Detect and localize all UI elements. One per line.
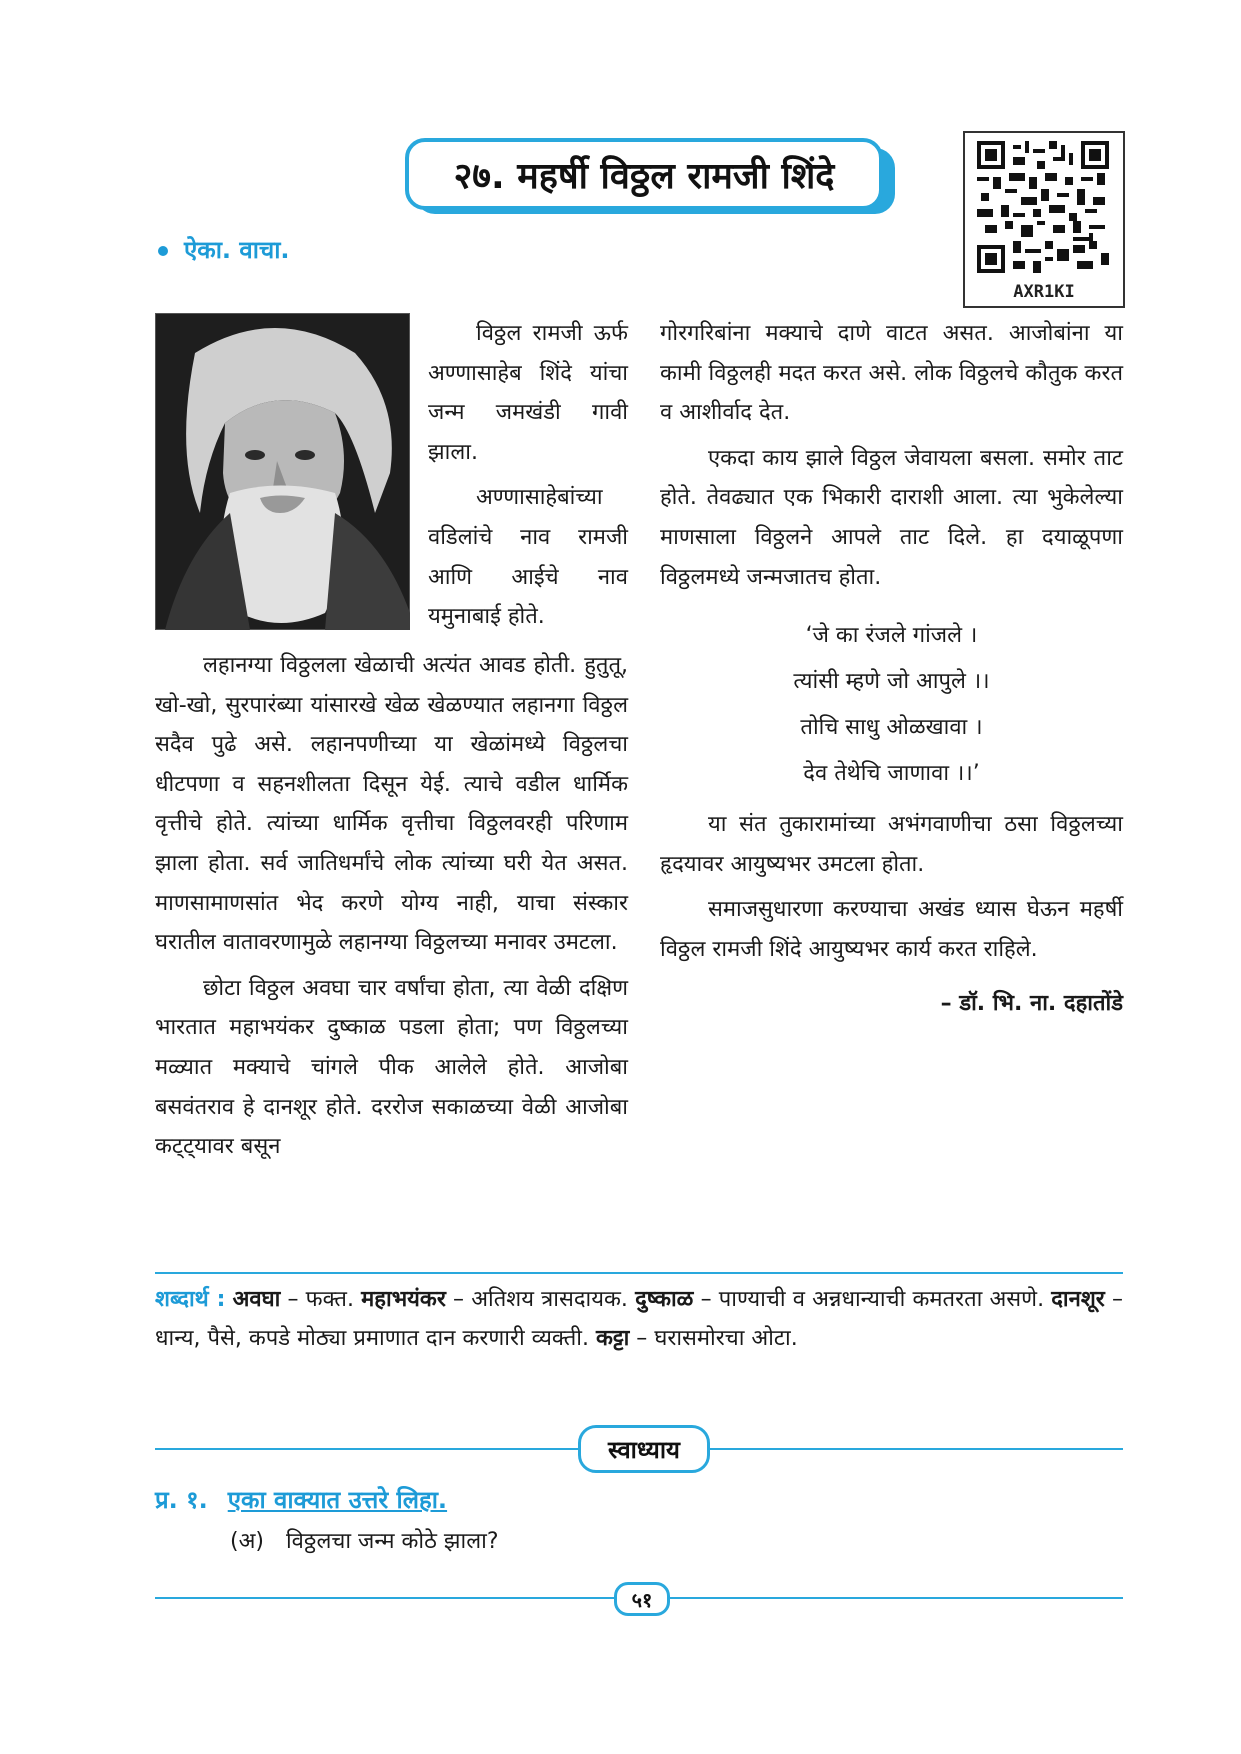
glossary-meaning: पाण्याची व अन्नधान्याची कमतरता असणे. [718, 1287, 1045, 1312]
paragraph: गोरगरिबांना मक्याचे दाणे वाटत असत. आजोबांना या कामी विठ्ठलही मदत करत असे. लोक विठ्ठलचे कौतुक करत व आशीर्वाद देत. [660, 321, 1123, 426]
qr-code[interactable] [963, 131, 1125, 308]
instruction-text: ऐका. वाचा. [184, 236, 290, 264]
listen-read-instruction [158, 233, 290, 266]
paragraph: अण्णासाहेबांच्या वडिलांचे नाव रामजी आणि आईचे नाव यमुनाबाई होते. [428, 485, 628, 630]
glossary-word: महाभयंकर [361, 1287, 446, 1312]
glossary-meaning: धान्य, पैसे, कपडे मोठ्या प्रमाणात दान करणारी व्यक्ती. [155, 1326, 589, 1351]
glossary-word: दुष्काळ [635, 1287, 694, 1312]
glossary-word: कट्टा [595, 1326, 630, 1351]
question-1 [155, 1483, 447, 1516]
poem-line: त्यांसी म्हणे जो आपुले ।। [793, 669, 990, 695]
glossary-word: दानशूर [1051, 1287, 1105, 1312]
question-text: एका वाक्यात उत्तरे लिहा. [227, 1486, 448, 1514]
bullet-icon [158, 246, 168, 256]
paragraph: या संत तुकारामांच्या अभंगवाणीचा ठसा विठ्ठलच्या हृदयावर आयुष्यभर उमटला होता. [660, 812, 1123, 877]
chapter-title-box [405, 138, 895, 214]
poem-line: तोचि साधु ओळखावा । [800, 715, 983, 741]
paragraph: लहानग्या विठ्ठलला खेळाची अत्यंत आवड होती. हुतुतू, खो-खो, सुरपारंब्या यांसारखे खेळ खेळण्यात लहानगा विठ्ठल सदैव पुढे असे. लहानपणीच्या या खेळांमध्ये विठ्ठलचा धीटपणा व सहनशीलता दिसून येई. त्याचे वडील धार्मिक वृत्तीचे होते. त्यांच्या धार्मिक वृत्तीचा विठ्ठलवरही परिणाम झाला होता. सर्व जातिधर्मांचे लोक त्यांच्या घरी येत असत. माणसामाणसांत भेद करणे योग्य नाही, याचा संस्कार घरातील वातावरणामुळे लहानग्या विठ्ठलच्या मनावर उमटला. [155, 653, 628, 956]
exercise-heading: स्वाध्याय [578, 1425, 710, 1473]
glossary-word: अवघा [232, 1287, 281, 1312]
poem-line: देव तेथेचि जाणावा ।।’ [803, 761, 980, 787]
glossary-meaning: अतिशय त्रासदायक. [471, 1287, 628, 1312]
subquestion-text: विठ्ठलचा जन्म कोठे झाला? [285, 1529, 499, 1554]
glossary-divider [155, 1272, 1123, 1274]
glossary-label: शब्दार्थ : [155, 1287, 226, 1312]
paragraph: छोटा विठ्ठल अवघा चार वर्षांचा होता, त्या वेळी दक्षिण भारतात महाभयंकर दुष्काळ पडला होता; पण विठ्ठलच्या मळ्यात मक्याचे चांगले पीक आलेले होते. आजोबा बसवंतराव हे दानशूर होते. दररोज सकाळच्या वेळी आजोबा कट्ट्यावर बसून [155, 975, 628, 1160]
qr-code-icon [977, 141, 1109, 273]
left-column-text [155, 646, 628, 1167]
paragraph: विठ्ठल रामजी ऊर्फ अण्णासाहेब शिंदे यांचा जन्म जमखंडी गावी झाला. [428, 321, 628, 465]
paragraph: एकदा काय झाले विठ्ठल जेवायला बसला. समोर ताट होते. तेवढ्यात एक भिकारी दाराशी आला. त्या भुकेलेल्या माणसाला विठ्ठलने आपले ताट दिले. हा दयाळूपणा विठ्ठलमध्ये जन्मजातच होता. [660, 445, 1123, 590]
paragraph: समाजसुधारणा करण्याचा अखंड ध्यास घेऊन महर्षी विठ्ठल रामजी शिंदे आयुष्यभर कार्य करत राहिले. [660, 897, 1123, 962]
qr-code-label: AXR1KI [1013, 282, 1075, 302]
poem-line: ‘जे का रंजले गांजले । [805, 623, 978, 649]
question-number: प्र. १. [155, 1486, 208, 1514]
glossary: शब्दार्थ : अवघा – फक्त. महाभयंकर – अतिशय त्रासदायक. दुष्काळ – पाण्याची व अन्नधान्याची कमतरता असणे. दानशूर – धान्य, पैसे, कपडे मोठ्या प्रमाणात दान करणारी व्यक्ती. कट्टा – घरासमोरचा ओटा. [155, 1287, 1123, 1351]
right-column-text [660, 314, 1123, 1023]
subquestion-a [230, 1525, 499, 1555]
subquestion-label: (अ) [230, 1529, 264, 1554]
chapter-title: २७. महर्षी विठ्ठल रामजी शिंदे [405, 138, 883, 210]
abhang-poem [660, 613, 1123, 797]
portrait-photo [155, 313, 410, 630]
glossary-meaning: घरासमोरचा ओटा. [654, 1326, 798, 1351]
author-credit: – डॉ. भि. ना. दहातोंडे [940, 990, 1123, 1016]
glossary-meaning: फक्त. [305, 1287, 354, 1312]
left-column-beside-photo [428, 314, 628, 637]
page-number: ५१ [614, 1582, 670, 1616]
